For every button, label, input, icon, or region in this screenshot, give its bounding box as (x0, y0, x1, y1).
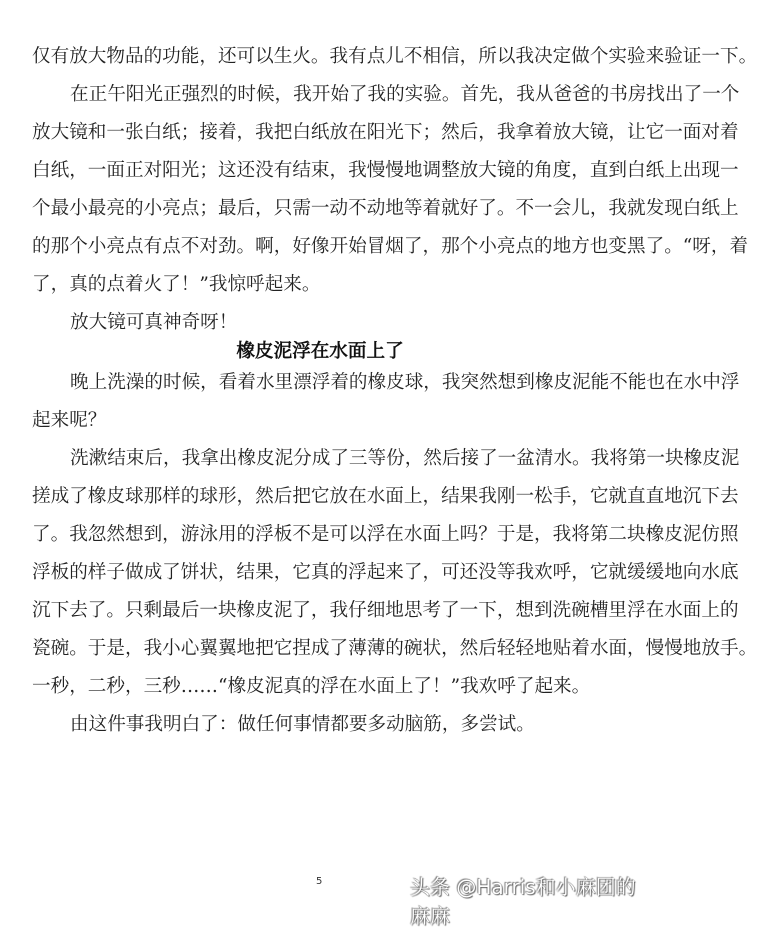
text-line: 放大镜可真神奇呀！ (70, 312, 238, 333)
section-plasticine-text (32, 364, 757, 744)
section-magnifier-text (32, 38, 757, 342)
text-line: 起来呢？ (32, 410, 107, 431)
watermark: 头条 @Harris和小麻团的麻麻 (410, 875, 636, 928)
text-line: 浮板的样子做成了饼状，结果，它真的浮起来了，可还没等我欢呼，它就缓缓地向水底 (32, 562, 739, 583)
text-line: 了。我忽然想到，游泳用的浮板不是可以浮在水面上吗？于是，我将第二块橡皮泥仿照 (32, 524, 739, 545)
paragraph (32, 440, 757, 706)
text-line: 白纸，一面正对阳光；这还没有结束，我慢慢地调整放大镜的角度，直到白纸上出现一 (32, 160, 739, 181)
text-line: 洗漱结束后，我拿出橡皮泥分成了三等份，然后接了一盆清水。我将第一块橡皮泥 (70, 448, 740, 469)
text-line: 在正午阳光正强烈的时候，我开始了我的实验。首先，我从爸爸的书房找出了一个 (70, 84, 740, 105)
text-line: 放大镜和一张白纸；接着，我把白纸放在阳光下；然后，我拿着放大镜，让它一面对着 (32, 122, 739, 143)
text-line: 瓷碗。于是，我小心翼翼地把它捏成了薄薄的碗状，然后轻轻地贴着水面，慢慢地放手。 (32, 638, 757, 659)
text-line: 个最小最亮的小亮点；最后，只需一动不动地等着就好了。不一会儿，我就发现白纸上 (32, 198, 739, 219)
text-line: 一秒，二秒，三秒……“橡皮泥真的浮在水面上了！”我欢呼了起来。 (32, 676, 591, 697)
paragraph (32, 38, 757, 76)
paragraph (32, 706, 612, 744)
paragraph (32, 76, 749, 304)
paragraph (32, 364, 740, 440)
page-number: 5 (316, 876, 323, 887)
section-title: 橡皮泥浮在水面上了 (236, 341, 404, 362)
text-line: 沉下去了。只剩最后一块橡皮泥了，我仔细地思考了一下，想到洗碗槽里浮在水面上的 (32, 600, 739, 621)
text-line: 由这件事我明白了：做任何事情都要多动脑筋，多尝试。 (70, 714, 535, 735)
text-line: 仅有放大物品的功能，还可以生火。我有点儿不相信，所以我决定做个实验来验证一下。 (32, 46, 757, 67)
text-line: 的那个小亮点有点不对劲。啊，好像开始冒烟了，那个小亮点的地方也变黑了。“呀，着 (32, 236, 749, 257)
text-line: 晚上洗澡的时候，看着水里漂浮着的橡皮球，我突然想到橡皮泥能不能也在水中浮 (70, 372, 740, 393)
text-line: 了，真的点着火了！”我惊呼起来。 (32, 274, 321, 295)
text-line: 搓成了橡皮球那样的球形，然后把它放在水面上，结果我刚一松手，它就直直地沉下去 (32, 486, 739, 507)
